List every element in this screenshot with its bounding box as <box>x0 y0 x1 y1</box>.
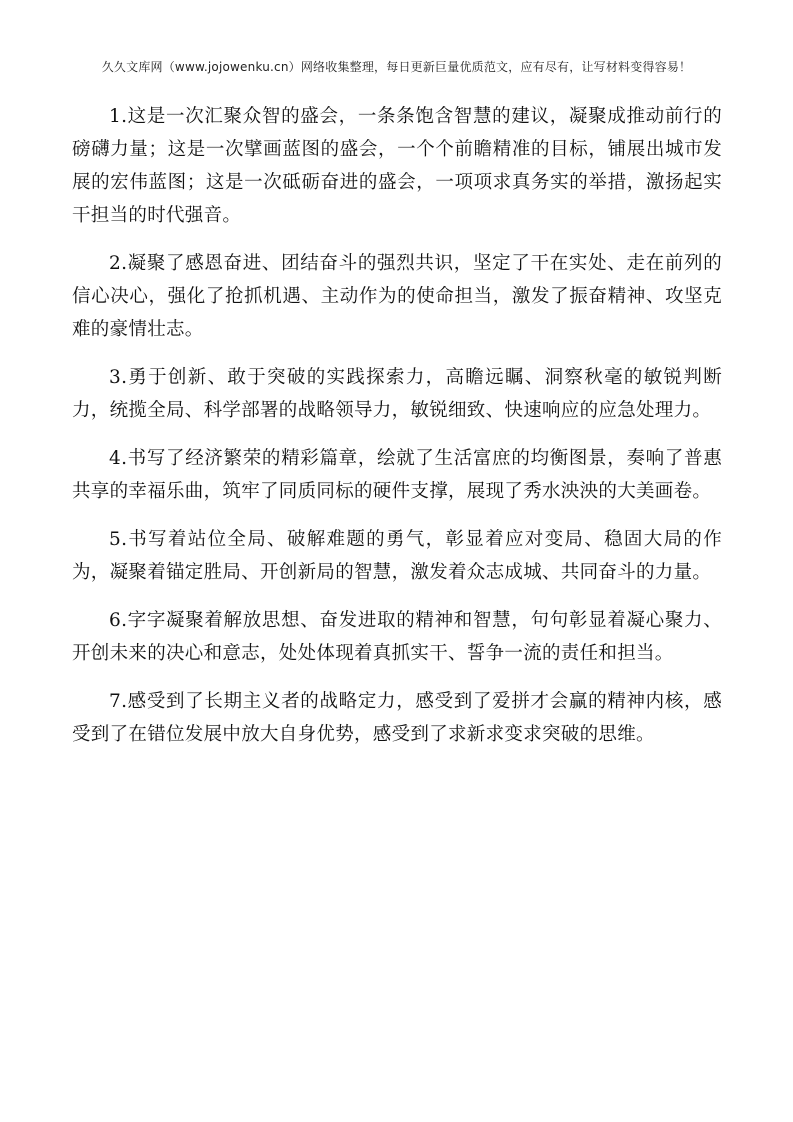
page-header: 久久文库网（www.jojowenku.cn）网络收集整理，每日更新巨量优质范文，应有尽有，让写材料变得容易！ <box>101 60 692 74</box>
paragraph-4: 4.书写了经济繁荣的精彩篇章，绘就了生活富庶的均衡图景，奏响了普惠共享的幸福乐曲，筑牢了同质同标的硬件支撑，展现了秀水泱泱的大美画卷。 <box>72 448 722 502</box>
paragraph-5: 5.书写着站位全局、破解难题的勇气，彰显着应对变局、稳固大局的作为，凝聚着锚定胜局、开创新局的智慧，激发着众志成城、共同奋斗的力量。 <box>72 529 722 583</box>
paragraph-2: 2.凝聚了感恩奋进、团结奋斗的强烈共识，坚定了干在实处、走在前列的信心决心，强化了抢抓机遇、主动作为的使命担当，激发了振奋精神、攻坚克难的豪情壮志。 <box>72 253 722 340</box>
document-body <box>72 100 722 766</box>
paragraph-7: 7.感受到了长期主义者的战略定力，感受到了爱拼才会赢的精神内核，感受到了在错位发展中放大自身优势，感受到了求新求变求突破的思维。 <box>72 691 722 745</box>
paragraph-6: 6.字字凝聚着解放思想、奋发进取的精神和智慧，句句彰显着凝心聚力、开创未来的决心和意志，处处体现着真抓实干、誓争一流的责任和担当。 <box>72 610 722 664</box>
paragraph-3: 3.勇于创新、敢于突破的实践探索力，高瞻远瞩、洞察秋毫的敏锐判断力，统揽全局、科学部署的战略领导力，敏锐细致、快速响应的应急处理力。 <box>72 367 722 421</box>
paragraph-1: 1.这是一次汇聚众智的盛会，一条条饱含智慧的建议，凝聚成推动前行的磅礴力量；这是一次擘画蓝图的盛会，一个个前瞻精准的目标，铺展出城市发展的宏伟蓝图；这是一次砥砺奋进的盛会，一项项求真务实的举措，激扬起实干担当的时代强音。 <box>72 106 722 226</box>
